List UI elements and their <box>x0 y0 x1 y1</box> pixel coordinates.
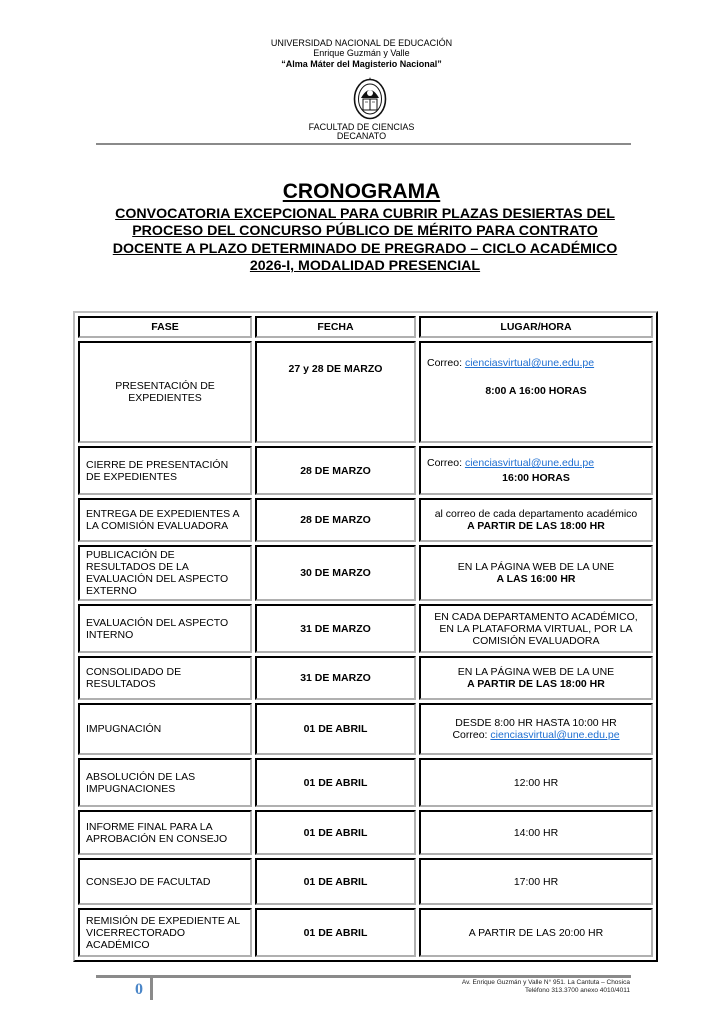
lugar-time: A PARTIR DE LAS 18:00 HR <box>467 520 605 532</box>
footer-address-block <box>462 979 630 994</box>
lugar-cell <box>419 498 653 542</box>
fecha-cell: 01 DE ABRIL <box>255 908 416 957</box>
fecha-cell: 31 DE MARZO <box>255 604 416 653</box>
table-row <box>78 341 653 443</box>
lugar-time: DESDE 8:00 HR HASTA 10:00 HR <box>455 717 617 729</box>
lugar-text: al correo de cada departamento académico <box>434 508 638 520</box>
fase-cell: REMISIÓN DE EXPEDIENTE AL VICERRECTORADO ACADÉMICO <box>78 908 252 957</box>
footer-phone: Teléfono 313.3700 anexo 4010/4011 <box>524 986 630 994</box>
fase-cell: IMPUGNACIÓN <box>78 703 252 755</box>
footer-divider <box>96 975 631 978</box>
fase-cell: CONSEJO DE FACULTAD <box>78 858 252 905</box>
fecha-cell: 01 DE ABRIL <box>255 758 416 807</box>
university-subname: Enrique Guzmán y Valle <box>313 48 410 58</box>
column-header-fase: FASE <box>78 316 252 338</box>
lugar-time: 16:00 HORAS <box>502 472 570 484</box>
email-label: Correo: <box>427 357 465 369</box>
lugar-cell: 14:00 HR <box>419 810 653 855</box>
lugar-cell: A PARTIR DE LAS 20:00 HR <box>419 908 653 957</box>
fecha-cell: 31 DE MARZO <box>255 656 416 700</box>
lugar-text: EN CADA DEPARTAMENTO ACADÉMICO, EN LA PLATAFORMA VIRTUAL, POR LA COMISIÓN EVALUADORA <box>434 610 638 647</box>
university-name: UNIVERSIDAD NACIONAL DE EDUCACIÓN <box>270 38 453 48</box>
fase-cell: ENTREGA DE EXPEDIENTES A LA COMISIÓN EVALUADORA <box>78 498 252 542</box>
fecha-cell: 30 DE MARZO <box>255 545 416 601</box>
header-divider <box>96 143 631 145</box>
lugar-cell <box>419 604 653 653</box>
university-seal-icon <box>353 76 387 120</box>
lugar-cell <box>419 656 653 700</box>
lugar-text: EN LA PÁGINA WEB DE LA UNE <box>457 561 615 573</box>
lugar-cell <box>419 545 653 601</box>
fase-cell: PRESENTACIÓN DE EXPEDIENTES <box>78 341 252 443</box>
lugar-time: A PARTIR DE LAS 18:00 HR <box>467 678 605 690</box>
lugar-cell <box>419 446 653 495</box>
page-subtitle: CONVOCATORIA EXCEPCIONAL PARA CUBRIR PLAZAS DESIERTAS DEL PROCESO DEL CONCURSO PÚBLICO DE MÉRITO PARA CONTRATO DOCENTE A PLAZO DETERMINADO DE PREGRADO – CICLO ACADÉMICO 2026-I, MODALIDAD PRESENCIAL <box>112 206 618 274</box>
table-row <box>78 858 653 905</box>
fase-cell: ABSOLUCIÓN DE LAS IMPUGNACIONES <box>78 758 252 807</box>
lugar-cell <box>419 341 653 443</box>
fase-cell: INFORME FINAL PARA LA APROBACIÓN EN CONSEJO <box>78 810 252 855</box>
faculty-name: FACULTAD DE CIENCIAS <box>308 122 415 132</box>
lugar-cell: 12:00 HR <box>419 758 653 807</box>
lugar-cell <box>419 703 653 755</box>
office-name: DECANATO <box>336 131 387 141</box>
fecha-cell: 27 y 28 DE MARZO <box>255 341 416 443</box>
lugar-time: A LAS 16:00 HR <box>496 573 576 585</box>
fecha-cell: 01 DE ABRIL <box>255 858 416 905</box>
table-row <box>78 446 653 495</box>
footer-address: Av. Enrique Guzmán y Valle N° 951. La Cantuta – Chosica <box>461 979 630 986</box>
fecha-cell: 28 DE MARZO <box>255 446 416 495</box>
table-header-row <box>78 316 653 338</box>
page-number: 0 <box>135 981 143 998</box>
email-link[interactable]: cienciasvirtual@une.edu.pe <box>464 457 595 469</box>
table-row <box>78 908 653 957</box>
table-row <box>78 498 653 542</box>
column-header-fecha: FECHA <box>255 316 416 338</box>
page-title: CRONOGRAMA <box>282 180 441 203</box>
footer-vertical-rule <box>150 975 153 1000</box>
email-label: Correo: <box>427 457 465 469</box>
fase-cell: EVALUACIÓN DEL ASPECTO INTERNO <box>78 604 252 653</box>
table-row <box>78 810 653 855</box>
table-row <box>78 656 653 700</box>
fase-cell: CONSOLIDADO DE RESULTADOS <box>78 656 252 700</box>
email-link[interactable]: cienciasvirtual@une.edu.pe <box>490 729 620 741</box>
column-header-lugar: LUGAR/HORA <box>419 316 653 338</box>
schedule-table <box>73 311 658 962</box>
lugar-cell: 17:00 HR <box>419 858 653 905</box>
fecha-cell: 28 DE MARZO <box>255 498 416 542</box>
fase-cell: CIERRE DE PRESENTACIÓN DE EXPEDIENTES <box>78 446 252 495</box>
email-label: Correo: <box>452 729 491 741</box>
table-row <box>78 703 653 755</box>
table-row <box>78 758 653 807</box>
email-link[interactable]: cienciasvirtual@une.edu.pe <box>464 357 595 369</box>
university-motto: “Alma Máter del Magisterio Nacional” <box>281 59 442 69</box>
fase-cell: PUBLICACIÓN DE RESULTADOS DE LA EVALUACIÓN DEL ASPECTO EXTERNO <box>78 545 252 601</box>
fecha-cell: 01 DE ABRIL <box>255 703 416 755</box>
lugar-time: 8:00 A 16:00 HORAS <box>485 385 587 397</box>
lugar-text: EN LA PÁGINA WEB DE LA UNE <box>457 666 615 678</box>
table-row <box>78 604 653 653</box>
fecha-cell: 01 DE ABRIL <box>255 810 416 855</box>
table-row <box>78 545 653 601</box>
